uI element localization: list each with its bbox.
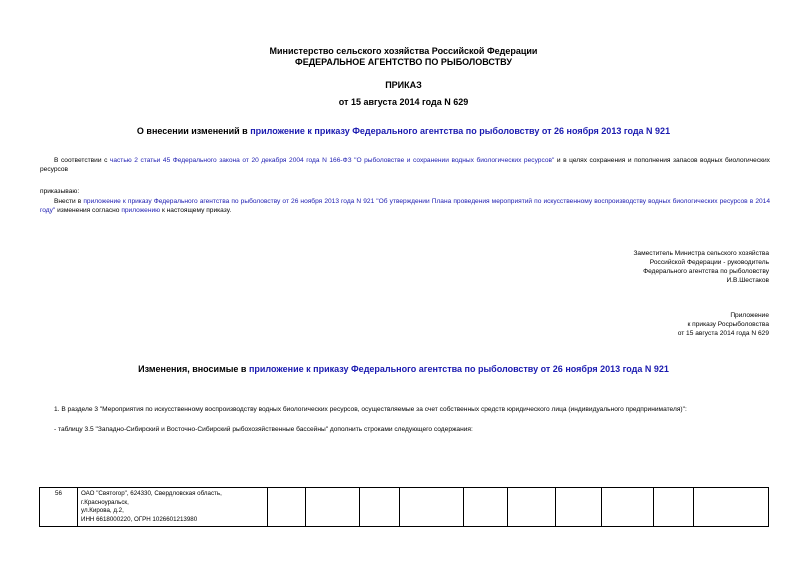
table-cell bbox=[654, 488, 694, 527]
table-cell bbox=[400, 488, 464, 527]
para2-middle: изменения согласно bbox=[55, 207, 122, 214]
table-cell bbox=[694, 488, 769, 527]
signature-name: И.В.Шестаков bbox=[726, 277, 769, 284]
para1-suffix: и в целях сохранения и пополнения запасов водных биологических ресурсов bbox=[40, 157, 770, 173]
agency-name: ФЕДЕРАЛЬНОЕ АГЕНТСТВО ПО РЫБОЛОВСТВУ bbox=[295, 57, 512, 67]
table-cell bbox=[306, 488, 360, 527]
appendix-line-2: к приказу Росрыболовства bbox=[687, 321, 769, 328]
title-prefix: О внесении изменений в bbox=[136, 126, 251, 136]
document-type: ПРИКАЗ bbox=[385, 80, 422, 90]
table-cell bbox=[360, 488, 400, 527]
title-link[interactable]: приложение к приказу Федерального агентства по рыболовству от 26 ноября 2013 года N 921 bbox=[250, 126, 671, 136]
table-cell bbox=[602, 488, 654, 527]
change-item-2: - таблицу 3.5 "Западно-Сибирский и Восточно-Сибирский рыбохозяйственные бассейны" дополнить строками следующего содержания: bbox=[54, 426, 473, 433]
company-line-3: ИНН 6618000220, ОГРН 1026601213980 bbox=[81, 515, 198, 523]
signature-line-2: Российской Федерации - руководитель bbox=[649, 259, 769, 266]
signature-block bbox=[469, 249, 769, 285]
order-word: приказываю: bbox=[40, 188, 80, 195]
table-cell bbox=[464, 488, 508, 527]
federal-law-link[interactable]: частью 2 статьи 45 Федерального закона от 20 декабря 2004 года N 166-ФЗ "О рыболовстве и сохранении водных биологических ресурсов" bbox=[109, 157, 555, 164]
paragraph-basis bbox=[40, 156, 770, 174]
table-cell bbox=[508, 488, 556, 527]
changes-title-link[interactable]: приложение к приказу Федерального агентства по рыболовству от 26 ноября 2013 года N 921 bbox=[248, 364, 669, 374]
change-item-1: 1. В разделе 3 "Мероприятия по искусственному воспроизводству водных биологических ресурсов, осуществляемые за счет собственных средств юридического лица (индивидуального предпринимателя)": bbox=[54, 406, 687, 413]
signature-line-1: Заместитель Министра сельского хозяйства bbox=[633, 250, 769, 257]
order-appendix-link[interactable]: приложение к приказу Федерального агентства по рыболовству от 26 ноября 2013 года N 921 "Об утверждении Плана проведения мероприятий по искусственному воспроизводству водных биологических ресурсов в 2014 году" bbox=[40, 198, 770, 214]
appendix-line-3: от 15 августа 2014 года N 629 bbox=[677, 330, 769, 337]
table-row bbox=[40, 488, 769, 527]
table-cell bbox=[556, 488, 602, 527]
company-line-1: ОАО "Святогор", 624330, Свердловская область, г.Красноуральск, bbox=[81, 490, 222, 506]
appendix-link[interactable]: приложению bbox=[121, 207, 161, 214]
signature-line-3: Федерального агентства по рыболовству bbox=[643, 268, 769, 275]
document-date: от 15 августа 2014 года N 629 bbox=[338, 97, 469, 107]
appendix-line-1: Приложение bbox=[730, 312, 769, 319]
company-cell bbox=[78, 488, 268, 527]
table-cell bbox=[268, 488, 306, 527]
data-table bbox=[39, 487, 769, 527]
changes-title-prefix: Изменения, вносимые в bbox=[138, 364, 249, 374]
document-title bbox=[0, 126, 807, 137]
company-line-2: ул.Кирова, д.2, bbox=[81, 507, 124, 514]
para1-prefix: В соответствии с bbox=[54, 157, 110, 164]
appendix-note bbox=[469, 311, 769, 338]
changes-title bbox=[0, 364, 807, 375]
ministry-name: Министерство сельского хозяйства Российской Федерации bbox=[269, 46, 538, 56]
para2-prefix: Внести в bbox=[54, 198, 84, 205]
row-number-cell: 56 bbox=[40, 488, 78, 527]
paragraph-order bbox=[40, 197, 770, 215]
para2-suffix: к настоящему приказу. bbox=[160, 207, 232, 214]
